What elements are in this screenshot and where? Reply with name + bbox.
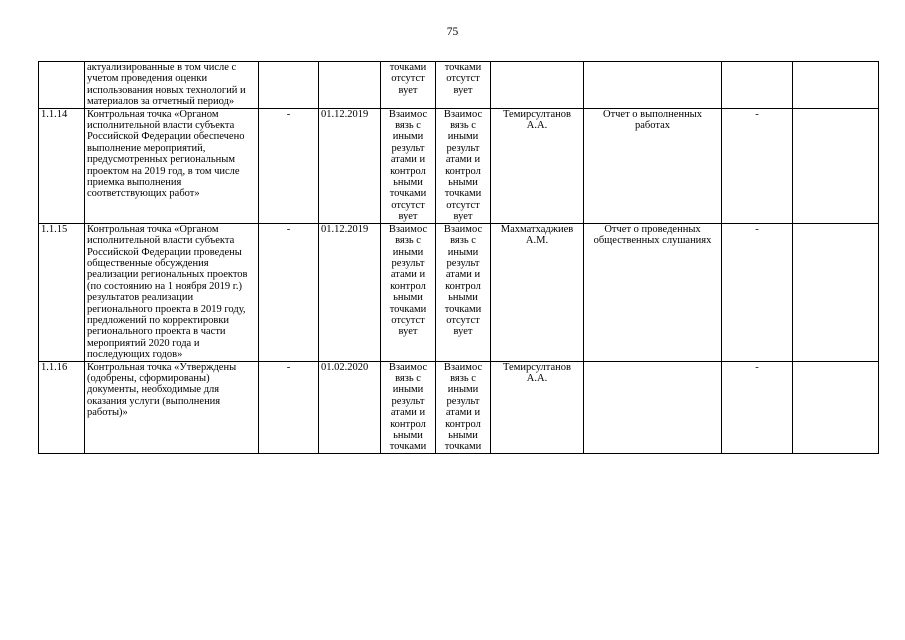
cell-start-date: -: [259, 108, 319, 223]
cell-end-date: 01.02.2020: [319, 361, 381, 453]
cell-end-date: [319, 62, 381, 109]
cell-result-document: [584, 361, 722, 453]
cell-responsible: Махматхаджиев А.М.: [491, 223, 584, 361]
cell-control-level: -: [722, 108, 793, 223]
cell-relation-next: точками отсутст вует: [436, 62, 491, 109]
cell-relation-next: Взаимос вязь с иными результ атами и контрол ьными точками: [436, 361, 491, 453]
cell-end-date: 01.12.2019: [319, 223, 381, 361]
cell-relation-next: Взаимос вязь с иными результ атами и контрол ьными точками отсутст вует: [436, 108, 491, 223]
cell-result-document: [584, 62, 722, 109]
cell-name: Контрольная точка «Органом исполнительной власти субъекта Российской Федерации проведены общественные обсуждения реализации региональных проектов (по состоянию на 1 ноября 2019 г.) результатов реализации регионального проекта в 2019 году, предложений по корректировки регионального проекта в части мероприятий 2020 года и последующих годов»: [85, 223, 259, 361]
table-row: [39, 223, 879, 361]
page-number: 75: [446, 26, 459, 38]
cell-start-date: -: [259, 361, 319, 453]
table-body: [39, 62, 879, 454]
cell-result-document: Отчет о выполненных работах: [584, 108, 722, 223]
cell-extra: [793, 108, 879, 223]
cell-result-document: Отчет о проведенных общественных слушаниях: [584, 223, 722, 361]
cell-relation-previous: точками отсутст вует: [381, 62, 436, 109]
cell-extra: [793, 223, 879, 361]
cell-start-date: [259, 62, 319, 109]
cell-start-date: -: [259, 223, 319, 361]
table-row: [39, 108, 879, 223]
cell-extra: [793, 361, 879, 453]
table-row: [39, 361, 879, 453]
cell-number: 1.1.15: [39, 223, 85, 361]
cell-name: Контрольная точка «Утверждены (одобрены, сформированы) документы, необходимые для оказания услуги (выполнения работы)»: [85, 361, 259, 453]
cell-responsible: Темирсултанов А.А.: [491, 108, 584, 223]
cell-number: [39, 62, 85, 109]
cell-responsible: [491, 62, 584, 109]
cell-name: актуализированные в том числе с учетом проведения оценки использования новых технологий и материалов за отчетный период»: [85, 62, 259, 109]
cell-control-level: -: [722, 361, 793, 453]
cell-extra: [793, 62, 879, 109]
control-points-table: [38, 61, 879, 454]
cell-name: Контрольная точка «Органом исполнительной власти субъекта Российской Федерации обеспечено выполнение мероприятий, предусмотренных региональным проектом на 2019 год, в том числе приемка выполнения соответствующих работ»: [85, 108, 259, 223]
table-row: [39, 62, 879, 109]
cell-end-date: 01.12.2019: [319, 108, 381, 223]
cell-relation-previous: Взаимос вязь с иными результ атами и контрол ьными точками: [381, 361, 436, 453]
cell-control-level: [722, 62, 793, 109]
cell-number: 1.1.14: [39, 108, 85, 223]
cell-relation-previous: Взаимос вязь с иными результ атами и контрол ьными точками отсутст вует: [381, 223, 436, 361]
cell-relation-previous: Взаимос вязь с иными результ атами и контрол ьными точками отсутст вует: [381, 108, 436, 223]
cell-number: 1.1.16: [39, 361, 85, 453]
cell-relation-next: Взаимос вязь с иными результ атами и контрол ьными точками отсутст вует: [436, 223, 491, 361]
cell-control-level: -: [722, 223, 793, 361]
cell-responsible: Темирсултанов А.А.: [491, 361, 584, 453]
